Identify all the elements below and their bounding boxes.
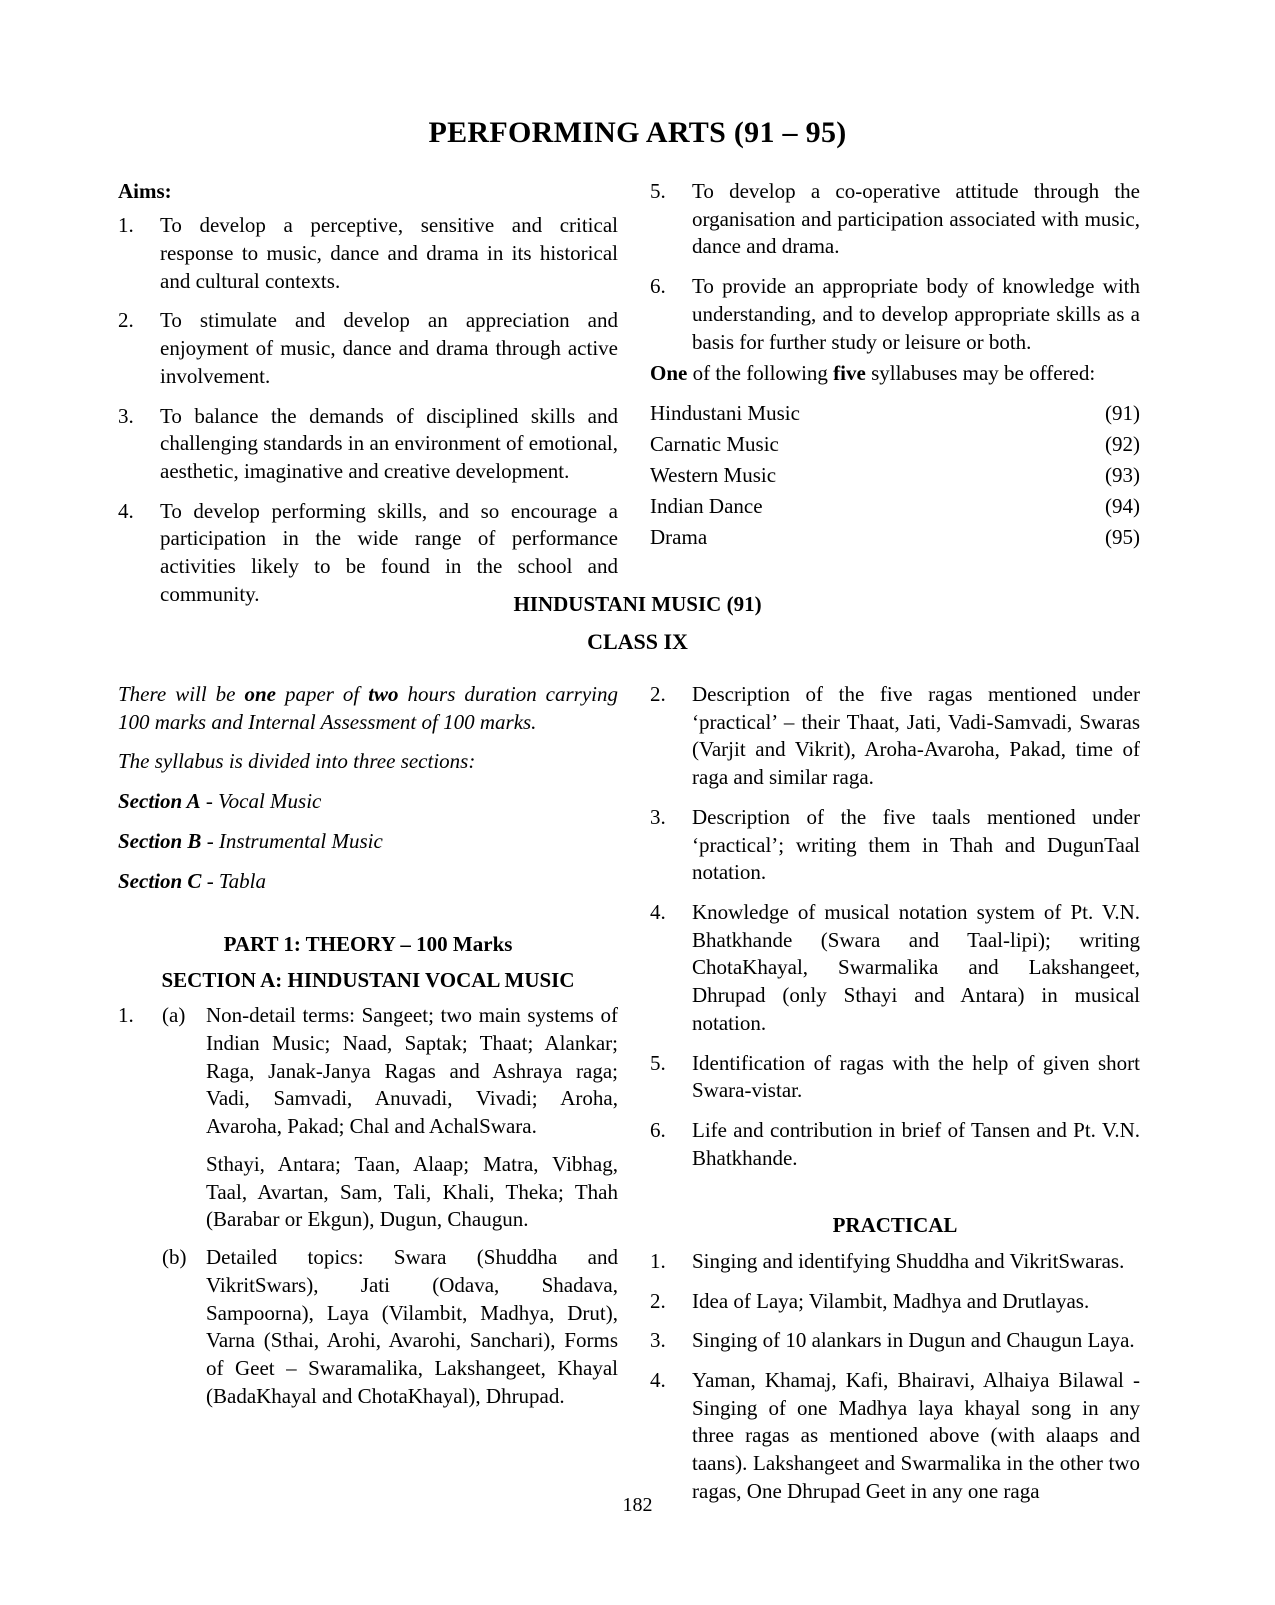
section-b-line	[118, 828, 618, 856]
page-number: 182	[622, 1494, 653, 1516]
theory-left-column	[118, 681, 618, 1506]
list-item	[650, 1327, 1140, 1355]
page-title: PERFORMING ARTS (91 – 95)	[428, 116, 847, 149]
list-item-number: 4.	[650, 1368, 666, 1393]
list-item-number: 3.	[650, 1328, 666, 1353]
section-c-text: - Tabla	[201, 868, 267, 893]
sub-item-label: (a)	[162, 1003, 186, 1028]
syllabus-option-code: (95)	[1105, 525, 1140, 550]
list-item-text: Singing of 10 alankars in Dugun and Chaugun Laya.	[692, 1328, 1135, 1353]
divided-line: The syllabus is divided into three sections:	[118, 749, 476, 774]
subject-heading: HINDUSTANI MUSIC (91)	[513, 592, 762, 616]
table-row	[650, 522, 1140, 553]
list-item-number: 2.	[650, 682, 666, 706]
list-item	[650, 1367, 1140, 1506]
table-row	[650, 460, 1140, 491]
list-item-number: 5.	[650, 1050, 666, 1075]
theory-items-list	[650, 681, 1140, 1173]
syllabus-option-code: (92)	[1105, 432, 1140, 457]
syllabus-option-name: Drama	[650, 525, 708, 550]
list-item-text: To provide an appropriate body of knowledge with understanding, and to develop appropriate skills as a basis for further study or leisure or both.	[692, 274, 1140, 354]
class-heading: CLASS IX	[587, 629, 688, 654]
theory-item-1a-continuation: Sthayi, Antara; Taan, Alaap; Matra, Vibhag, Taal, Avartan, Sam, Tali, Khali, Theka; Thah (Barabar or Ekgun), Dugun, Chaugun.	[206, 1151, 618, 1232]
theory-section-heading: SECTION A: HINDUSTANI VOCAL MUSIC	[161, 967, 575, 992]
table-row	[650, 491, 1140, 522]
list-item	[650, 681, 1140, 792]
paper-note-part2: paper of	[275, 682, 369, 706]
list-item-number: 5.	[650, 179, 666, 203]
sub-item-label: (b)	[162, 1245, 187, 1270]
table-row	[650, 429, 1140, 460]
syllabus-intro-bold-one: One	[650, 361, 688, 386]
part-heading: PART 1: THEORY – 100 Marks	[223, 932, 513, 957]
sub-item-text: Detailed topics: Swara (Shuddha and VikritSwars), Jati (Odava, Shadava, Sampoorna), Laya (Vilambit, Madhya, Drut), Varna (Sthai, Arohi, Avarohi, Sanchari), Forms of Geet – Swaramalika, Lakshangeet, Khayal (BadaKhayal and ChotaKhayal), Dhrupad.	[206, 1245, 618, 1408]
list-item	[650, 1117, 1140, 1172]
section-b-label: Section B	[118, 828, 202, 853]
section-a-label: Section A	[118, 789, 201, 814]
list-item	[118, 403, 618, 486]
aims-band	[118, 178, 1140, 609]
list-item-number: 2.	[118, 308, 134, 333]
practical-heading: PRACTICAL	[832, 1212, 958, 1237]
list-item-text: Idea of Laya; Vilambit, Madhya and Drutlayas.	[692, 1288, 1090, 1313]
section-c-label: Section C	[118, 868, 202, 893]
list-item-number: 6.	[650, 1118, 666, 1143]
practical-items-list	[650, 1248, 1140, 1506]
list-item-number: 2.	[650, 1288, 666, 1313]
aims-right-column	[650, 178, 1140, 609]
list-item-number: 1.	[118, 213, 134, 238]
list-item-text: To develop performing skills, and so encourage a participation in the wide range of performance activities likely to be found in the school and community.	[160, 498, 618, 606]
list-item	[650, 273, 1140, 356]
syllabus-option-name: Hindustani Music	[650, 401, 800, 426]
section-c-line	[118, 868, 618, 896]
list-item-number: 4.	[650, 900, 666, 925]
list-item-text: Knowledge of musical notation system of Pt. V.N. Bhatkhande (Swara and Taal-lipi); writing ChotaKhayal, Swarmalika and Lakshangeet, Dhrupad (only Sthayi and Antara) in musical notation.	[692, 900, 1140, 1035]
syllabus-option-code: (94)	[1105, 494, 1140, 519]
list-item-number: 4.	[118, 498, 134, 523]
list-item-text: Identification of ragas with the help of given short Swara-vistar.	[692, 1050, 1140, 1103]
syllabus-option-code: (91)	[1105, 401, 1140, 426]
syllabus-intro-bold-five: five	[833, 361, 866, 386]
list-item-text: To develop a perceptive, sensitive and critical response to music, dance and drama in its historical and cultural contexts.	[160, 213, 618, 293]
theory-right-column	[650, 681, 1140, 1506]
list-item	[650, 1050, 1140, 1105]
list-item	[118, 212, 618, 295]
sub-item-text: Non-detail terms: Sangeet; two main systems of Indian Music; Naad, Saptak; Thaat; Alankar; Raga, Janak-Janya Ragas and Ashraya raga; Vadi, Samvadi, Anuvadi, Vivadi; Aroha, Avaroha, Pakad; Chal and AchalSwara.	[206, 1003, 618, 1139]
theory-item-1	[118, 1002, 618, 1410]
list-item	[118, 307, 618, 390]
syllabus-choice-intro	[650, 360, 1140, 388]
table-row	[650, 398, 1140, 429]
aims-heading: Aims:	[118, 179, 172, 203]
paper-note	[118, 681, 618, 736]
syllabus-intro-mid-one: of the following	[687, 361, 834, 386]
list-item	[650, 804, 1140, 887]
list-item-text: Yaman, Khamaj, Kafi, Bhairavi, Alhaiya Bilawal - Singing of one Madhya laya khayal song in any three ragas as mentioned above (with alaaps and taans). Lakshangeet and Swarmalika in the other two ragas, One Dhrupad Geet in any one raga	[692, 1368, 1140, 1503]
list-item-number: 3.	[650, 804, 666, 829]
list-item-text: Singing and identifying Shuddha and VikritSwaras.	[692, 1248, 1125, 1273]
list-item	[650, 1288, 1140, 1316]
syllabus-option-code: (93)	[1105, 463, 1140, 488]
syllabus-option-name: Western Music	[650, 463, 777, 488]
list-item-number: 1.	[118, 1003, 134, 1028]
list-item-text: Description of the five ragas mentioned under ‘practical’ – their Thaat, Jati, Vadi-Samvadi, Swaras (Varjit and Vikrit), Aroha-Avaroha, Pakad, time of raga and similar raga.	[692, 682, 1140, 790]
list-item	[650, 899, 1140, 1038]
list-item-text: Description of the five taals mentioned under ‘practical’; writing them in Thah and DugunTaal notation.	[692, 804, 1140, 885]
aims-list-right	[650, 178, 1140, 356]
aims-left-column	[118, 178, 618, 609]
syllabus-option-name: Indian Dance	[650, 494, 763, 519]
section-a-text: - Vocal Music	[200, 789, 322, 814]
aims-list-left	[118, 212, 618, 608]
list-item-number: 6.	[650, 274, 666, 299]
paper-note-part1: There will be	[118, 682, 245, 706]
list-item-number: 1.	[650, 1248, 666, 1273]
paper-note-part3: hours duration carrying 100 marks and Internal Assessment of 100 marks.	[118, 682, 618, 734]
syllabus-options-table	[650, 398, 1140, 553]
section-b-text: - Instrumental Music	[201, 828, 383, 853]
theory-item-1b	[162, 1244, 618, 1410]
list-item-text: Life and contribution in brief of Tansen and Pt. V.N. Bhatkhande.	[692, 1118, 1140, 1170]
list-item-text: To develop a co-operative attitude through the organisation and participation associated with music, dance and drama.	[692, 179, 1140, 259]
theory-item-1a	[162, 1002, 618, 1141]
list-item-number: 3.	[118, 403, 134, 428]
list-item-text: To balance the demands of disciplined skills and challenging standards in an environment of emotional, aesthetic, imaginative and creative development.	[160, 403, 618, 483]
section-a-line	[118, 788, 618, 816]
list-item	[650, 1248, 1140, 1276]
list-item-text: To stimulate and develop an appreciation and enjoyment of music, dance and drama through active involvement.	[160, 308, 618, 388]
paper-note-bold-two: two	[368, 682, 399, 706]
syllabus-option-name: Carnatic Music	[650, 432, 779, 457]
syllabus-intro-mid-two: syllabuses may be offered:	[865, 361, 1096, 386]
paper-note-bold-one: one	[244, 682, 276, 706]
syllabus-body-band	[118, 681, 1140, 1506]
list-item	[650, 178, 1140, 261]
